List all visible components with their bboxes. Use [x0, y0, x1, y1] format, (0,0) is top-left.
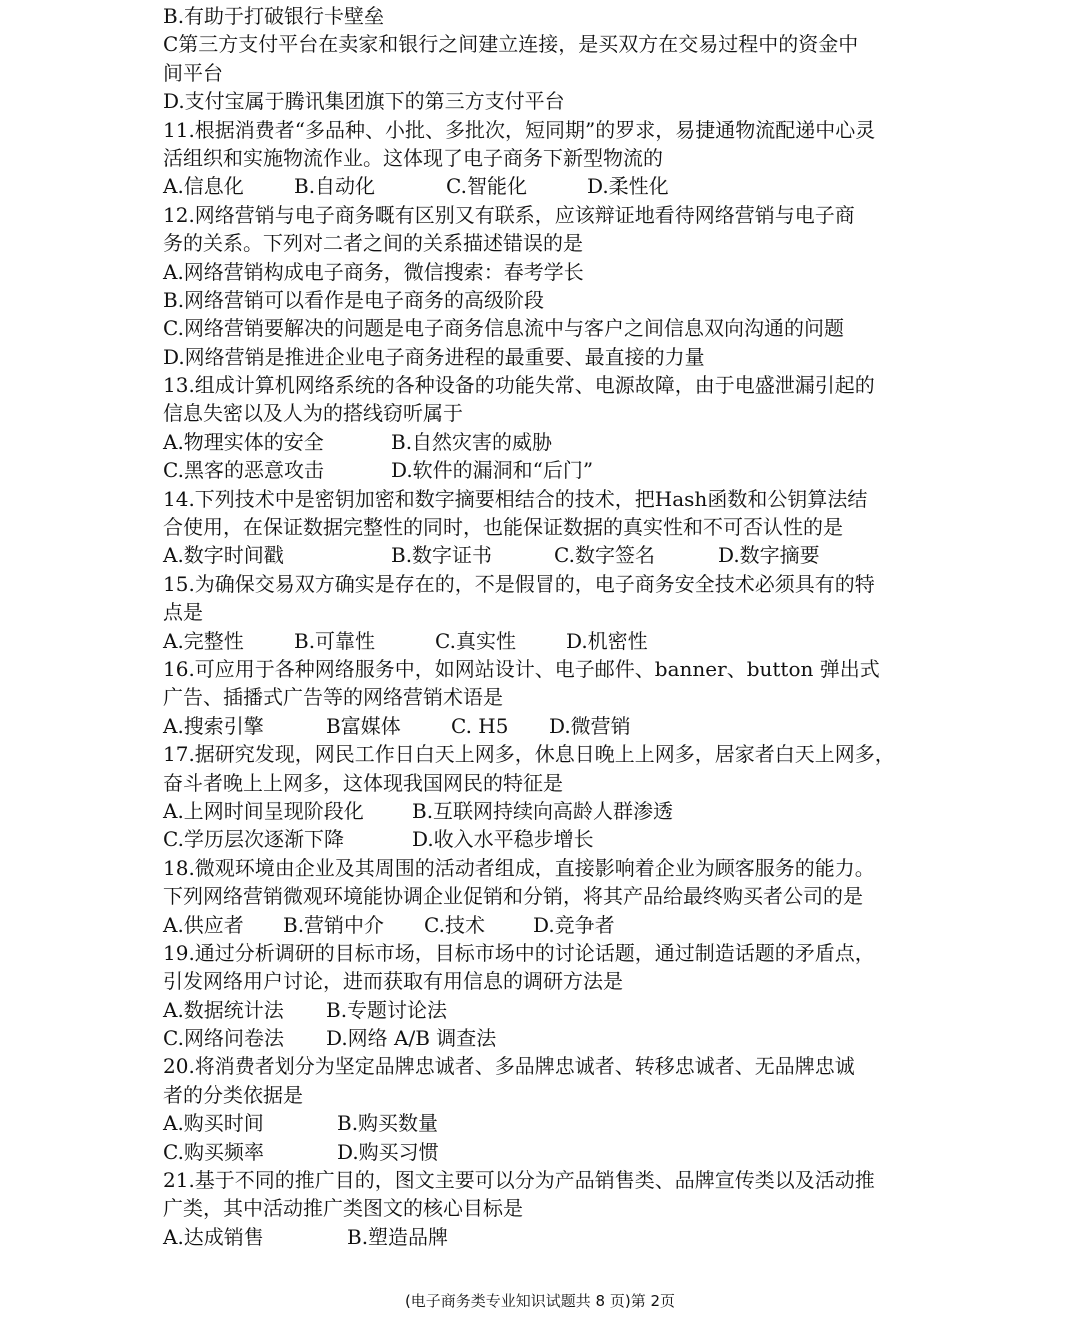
question-10-option-c-line-1: C第三方支付平台在卖家和银行之间建立连接，是买双方在交易过程中的资金中 [163, 32, 859, 57]
question-13-options-row-2 [163, 456, 923, 484]
question-14-option-b: B.数字证书 [391, 543, 493, 568]
question-11-stem-line-1: 11.根据消费者“多品种、小批、多批次，短同期”的罗求，易捷通物流配递中心灵 [163, 117, 876, 142]
question-16-stem-line-2: 广告、插播式广告等的网络营销术语是 [163, 685, 503, 710]
question-11-stem-line-2: 活组织和实施物流作业。这体现了电子商务下新型物流的 [163, 145, 663, 170]
question-21-stem-line-1: 21.基于不同的推广目的，图文主要可以分为产品销售类、品牌宣传类以及活动推 [163, 1168, 875, 1193]
question-14-stem-line-1: 14.下列技术中是密钥加密和数字摘要相结合的技术，把Hash函数和公钥算法结 [163, 486, 868, 511]
question-11-option-d: D.柔性化 [587, 174, 669, 199]
question-19-option-a: A.数据统计法 [163, 997, 284, 1022]
question-18-options [163, 911, 923, 939]
question-16-options [163, 712, 923, 740]
question-17-option-a: A.上网时间呈现阶段化 [163, 798, 364, 823]
question-16-option-d: D.微营销 [549, 713, 631, 738]
exam-page-content [163, 2, 923, 1251]
question-15-stem-line-2: 点是 [163, 600, 203, 625]
question-17-option-c: C.学历层次逐渐下降 [163, 827, 344, 852]
question-21-option-b: B.塑造品牌 [347, 1224, 449, 1249]
question-11-option-b: B.自动化 [294, 174, 376, 199]
question-16-stem-line-1: 16.可应用于各种网络服务中，如网站设计、电子邮件、banner、button 弹出式 [163, 656, 880, 681]
question-21-options-row-1 [163, 1223, 923, 1251]
question-18-stem-line-1: 18.微观环境由企业及其周围的活动者组成，直接影响着企业为顾客服务的能力。 [163, 855, 875, 880]
question-21-stem-line-2: 广类，其中活动推广类图文的核心目标是 [163, 1196, 523, 1221]
question-19-option-c: C.网络问卷法 [163, 1026, 284, 1051]
question-11-option-c: C.智能化 [446, 174, 527, 199]
question-14-option-a: A.数字时间戳 [163, 543, 284, 568]
question-17-option-d: D.收入水平稳步增长 [412, 827, 594, 852]
question-10-option-c-line-2: 间平台 [163, 60, 223, 85]
question-17-options-row-1 [163, 797, 923, 825]
question-16-option-a: A.搜索引擎 [163, 713, 264, 738]
question-11-options [163, 172, 923, 200]
question-12-option-d: D.网络营销是推进企业电子商务进程的最重要、最直接的力量 [163, 344, 705, 369]
question-16-option-c: C. H5 [451, 713, 509, 738]
question-20-option-d: D.购买习惯 [337, 1139, 439, 1164]
question-20-stem-line-1: 20.将消费者划分为坚定品牌忠诚者、多品牌忠诚者、转移忠诚者、无品牌忠诚 [163, 1054, 855, 1079]
question-12-stem-line-2: 务的关系。下列对二者之间的关系描述错误的是 [163, 231, 583, 256]
question-20-options-row-1 [163, 1109, 923, 1137]
question-15-stem-line-1: 15.为确保交易双方确实是存在的，不是假冒的，电子商务安全技术必须具有的特 [163, 571, 875, 596]
question-13-option-c: C.黑客的恶意攻击 [163, 458, 324, 483]
question-21-option-a: A.达成销售 [163, 1224, 264, 1249]
question-17-option-b: B.互联网持续向高龄人群渗透 [412, 798, 674, 823]
question-19-option-d: D.网络 A/B 调查法 [326, 1026, 497, 1051]
question-10-option-b: B.有助于打破银行卡壁垒 [163, 4, 385, 28]
question-20-option-b: B.购买数量 [337, 1111, 439, 1136]
question-20-stem-line-2: 者的分类依据是 [163, 1082, 303, 1107]
question-13-option-d: D.软件的漏洞和“后门” [391, 458, 594, 483]
question-19-options-row-2 [163, 1024, 923, 1052]
question-12-stem-line-1: 12.网络营销与电子商务嘅有区别又有联系，应该辩证地看待网络营销与电子商 [163, 202, 855, 227]
question-14-options [163, 541, 923, 569]
question-15-option-b: B.可靠性 [294, 628, 376, 653]
question-16-option-b: B富媒体 [326, 713, 401, 738]
question-19-stem-line-1: 19.通过分析调研的目标市场，目标市场中的讨论话题，通过制造话题的矛盾点， [163, 940, 875, 965]
question-19-option-b: B.专题讨论法 [326, 997, 448, 1022]
question-13-stem-line-1: 13.组成计算机网络系统的各种设备的功能失常、电源故障，由于电盛泄漏引起的 [163, 373, 875, 398]
question-15-option-d: D.机密性 [566, 628, 648, 653]
question-12-option-b: B.网络营销可以看作是电子商务的高级阶段 [163, 287, 545, 312]
question-10-option-d: D.支付宝属于腾讯集团旗下的第三方支付平台 [163, 89, 565, 114]
question-15-options [163, 627, 923, 655]
question-14-stem-line-2: 合使用，在保证数据完整性的同时，也能保证数据的真实性和不可否认性的是 [163, 515, 843, 540]
question-18-option-d: D.竞争者 [533, 912, 615, 937]
question-14-option-d: D.数字摘要 [718, 543, 820, 568]
question-13-option-a: A.物理实体的安全 [163, 429, 324, 454]
question-12-option-a: A.网络营销构成电子商务，微信搜索：春考学长 [163, 259, 584, 284]
question-12-option-c: C.网络营销要解决的问题是电子商务信息流中与客户之间信息双向沟通的问题 [163, 316, 844, 341]
question-18-stem-line-2: 下列网络营销微观环境能协调企业促销和分销，将其产品给最终购买者公司的是 [163, 884, 863, 909]
question-18-option-b: B.营销中介 [283, 912, 385, 937]
question-18-option-c: C.技术 [424, 912, 485, 937]
question-14-option-c: C.数字签名 [554, 543, 655, 568]
question-19-options-row-1 [163, 996, 923, 1024]
page-footer: (电子商务类专业知识试题共 8 页)第 2页 [404, 1292, 676, 1310]
question-19-stem-line-2: 引发网络用户讨论，进而获取有用信息的调研方法是 [163, 969, 623, 994]
question-17-stem-line-1: 17.据研究发现，网民工作日白天上网多，休息日晚上上网多，居家者白天上网多， [163, 742, 895, 767]
question-13-options-row-1 [163, 428, 923, 456]
question-11-option-a: A.信息化 [163, 174, 244, 199]
question-20-option-a: A.购买时间 [163, 1111, 264, 1136]
question-17-stem-line-2: 奋斗者晚上上网多，这体现我国网民的特征是 [163, 770, 563, 795]
question-18-option-a: A.供应者 [163, 912, 244, 937]
question-15-option-a: A.完整性 [163, 628, 244, 653]
question-13-option-b: B.自然灾害的威胁 [391, 429, 553, 454]
question-20-option-c: C.购买频率 [163, 1139, 264, 1164]
question-13-stem-line-2: 信息失密以及人为的搭线窃听属于 [163, 401, 463, 426]
question-20-options-row-2 [163, 1138, 923, 1166]
question-15-option-c: C.真实性 [435, 628, 516, 653]
question-17-options-row-2 [163, 825, 923, 853]
